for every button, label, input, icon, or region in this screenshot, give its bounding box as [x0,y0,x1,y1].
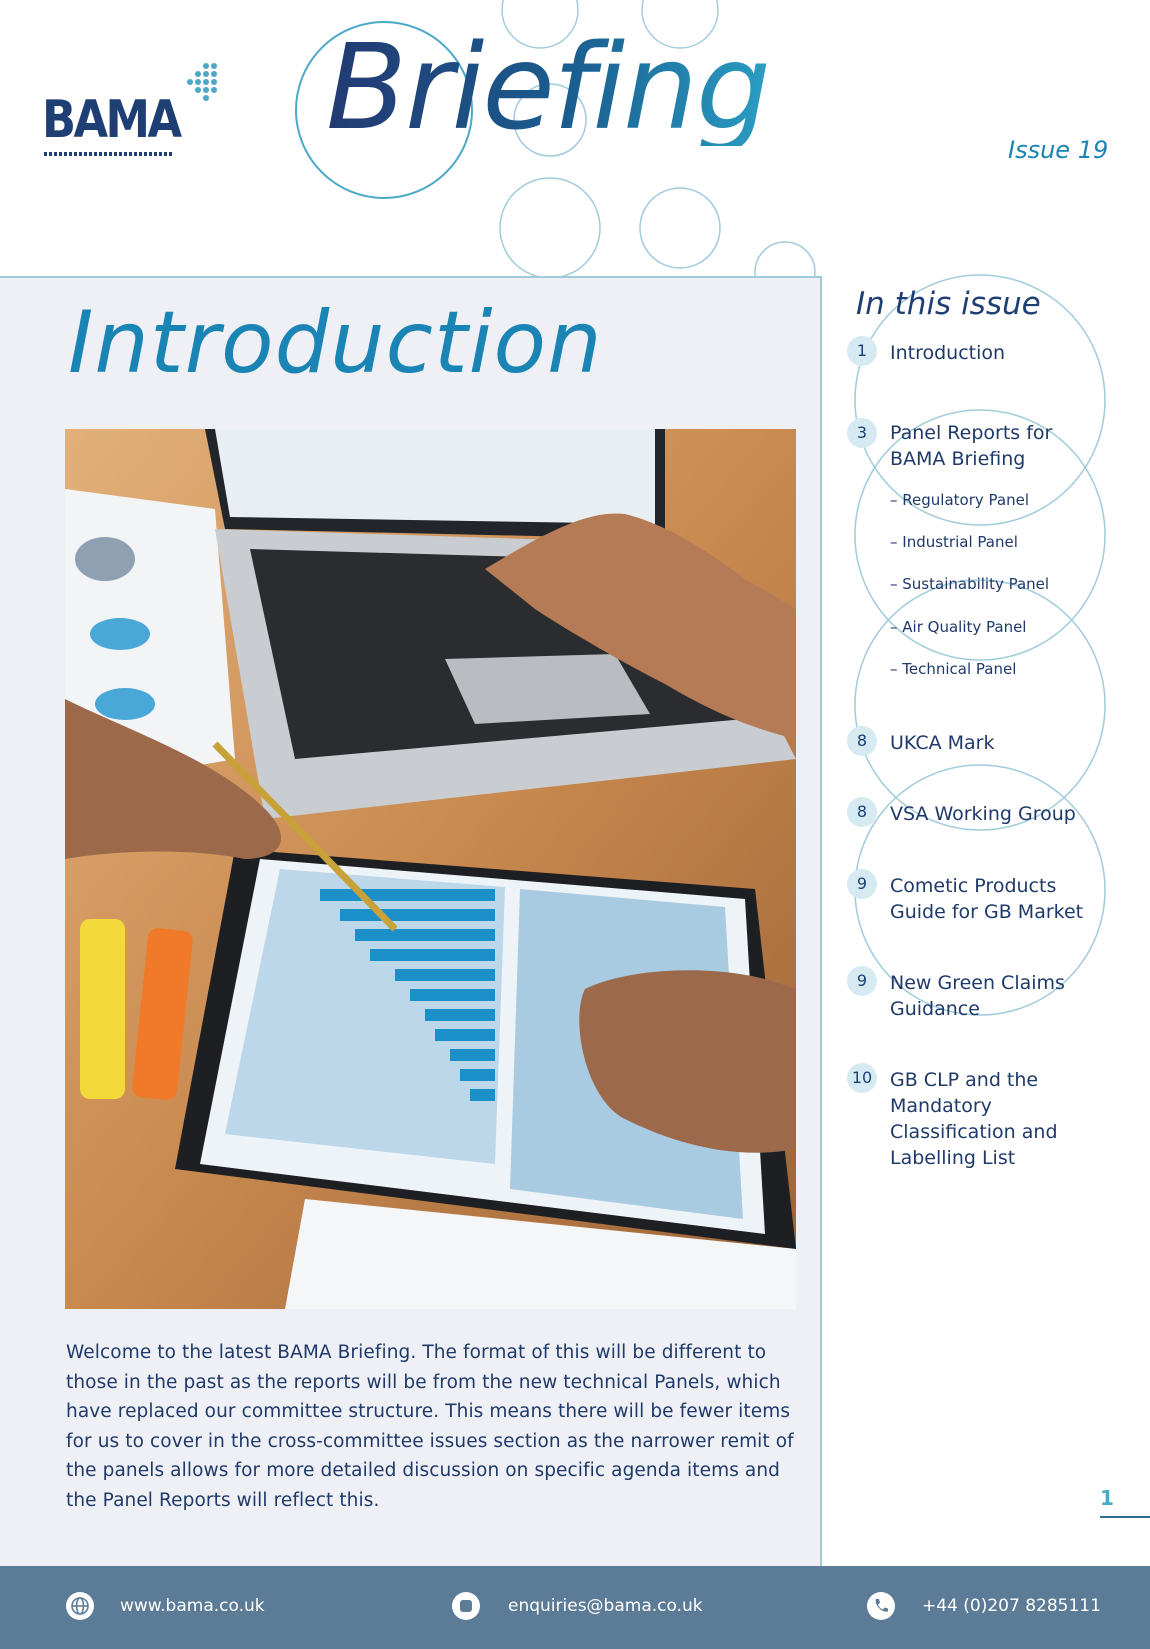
intro-photo [65,429,796,1309]
toc-page-number: 3 [847,418,877,448]
page-number: 1 [1100,1486,1114,1510]
toc-item-ukca-mark[interactable]: UKCA Mark [890,732,995,754]
intro-heading: Introduction [68,293,603,393]
footer-phone[interactable]: +44 (0)207 8285111 [922,1596,1101,1616]
toc-subitem[interactable]: – Technical Panel [890,660,1017,678]
toc-item-green-claims[interactable]: New Green Claims Guidance [890,972,1065,1020]
toc-page-number: 8 [847,726,877,756]
issue-number: Issue 19 [1008,136,1109,164]
logo-wordmark: BAMA [42,90,180,150]
toc-page-number: 8 [847,797,877,827]
logo-subtitle [44,152,174,156]
contents-title: In this issue [856,286,1041,322]
bama-logo [42,60,202,170]
footer-email-link[interactable]: enquiries@bama.co.uk [508,1596,703,1616]
globe-icon [66,1592,94,1620]
page-number-rule [1100,1516,1150,1518]
publication-title: Briefing [326,18,769,156]
toc-page-number: 1 [847,336,877,366]
intro-body-text: Welcome to the latest BAMA Briefing. The format of this will be different to those in the past as the reports will be from the new technical Panels, which have replaced our committee structure. This means there will be fewer items for us to cover in the cross-committee issues section as the narrower remit of the panels allows for more detailed discussion on specific agenda items and the Panel Reports will reflect this. [66,1342,794,1511]
toc-item-panel-reports[interactable]: Panel Reports for BAMA Briefing [890,422,1053,470]
toc-page-number: 10 [847,1063,877,1093]
toc-item-cosmetic-products-guide[interactable]: Cometic Products Guide for GB Market [890,875,1084,923]
toc-item-gb-clp[interactable]: GB CLP and the Mandatory Classification and Labelling List [890,1069,1058,1169]
footer-website-link[interactable]: www.bama.co.uk [120,1596,265,1616]
email-icon [452,1592,480,1620]
laptop-charts-image [65,429,796,1309]
toc-page-number: 9 [847,869,877,899]
toc-subitem[interactable]: – Industrial Panel [890,533,1018,551]
phone-icon [867,1592,895,1620]
toc-item-vsa-working-group[interactable]: VSA Working Group [890,803,1076,825]
toc-page-number: 9 [847,966,877,996]
toc-subitem[interactable]: – Regulatory Panel [890,491,1029,509]
toc-subitem[interactable]: – Air Quality Panel [890,618,1027,636]
footer-bar [0,1566,1150,1649]
toc-item-introduction[interactable]: Introduction [890,342,1006,364]
toc-subitem[interactable]: – Sustainability Panel [890,575,1050,593]
